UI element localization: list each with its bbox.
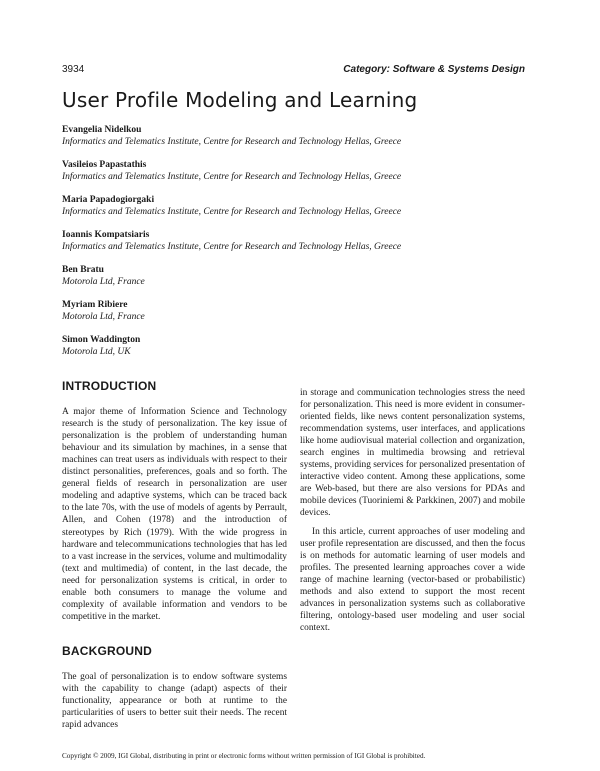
author-entry (62, 264, 538, 299)
background-heading: BACKGROUND (62, 643, 152, 658)
author-entry (62, 229, 538, 264)
author-name: Vasileios Papastathis (62, 160, 147, 170)
author-list (62, 124, 538, 369)
author-affiliation: Motorola Ltd, France (62, 277, 145, 287)
copyright-footer: Copyright © 2009, IGI Global, distributing in print or electronic forms without written permission of IGI Global is prohibited. (62, 752, 426, 760)
left-column (62, 380, 287, 731)
author-name: Maria Papadogiorgaki (62, 195, 155, 205)
page-number: 3934 (62, 64, 85, 75)
author-affiliation: Informatics and Telematics Institute, Centre for Research and Technology Hellas, Greece (62, 207, 402, 217)
author-name: Ioannis Kompatsiaris (62, 230, 150, 240)
author-name: Evangelia Nidelkou (62, 125, 142, 135)
introduction-paragraph: A major theme of Information Science and Technology research is the study of personalization. The key issue of personalization is the problem of understanding human behaviour and its simulation by machines, in a sense that machines can treat users as individuals with respect to their distinct personalities, preferences, goals and so forth. The general fields of research in personalization are user modeling and adaptive systems, which can be traced back to the late 70s, with the use of models of agents by Perrault, Allen, and Cohen (1978) and the introduction of stereotypes by Rich (1979). With the wide progress in hardware and telecommunications technologies that has led to a vast increase in the services, volume and multimodality (text and multimedia) of content, in the last decade, the need for personalization systems is critical, in order to enable both consumers to manage the volume and complexity of available information and vendors to be competitive in the market. (62, 407, 287, 622)
author-entry (62, 299, 538, 334)
background-paragraph: The goal of personalization is to endow software systems with the capability to change (adapt) aspects of their functionality, appearance or both at runtime to the particularities of users to better suit their needs. The recent rapid advances (62, 671, 287, 731)
body-paragraph: In this article, current approaches of user modeling and user profile representation are discussed, and then the focus is on methods for automatic learning of user models and profiles. The presented learning approaches cover a wide range of machine learning (vector-based or probabilistic) methods and also extend to support the most recent advances in personalization systems such as collaborative filtering, ontology-based user modeling and user social context. (300, 526, 525, 633)
author-entry (62, 124, 538, 159)
author-entry (62, 334, 538, 369)
author-entry (62, 194, 538, 229)
author-name: Simon Waddington (62, 335, 141, 345)
author-entry (62, 159, 538, 194)
author-affiliation: Informatics and Telematics Institute, Centre for Research and Technology Hellas, Greece (62, 137, 402, 147)
article-title: User Profile Modeling and Learning (62, 88, 418, 112)
body-paragraph: in storage and communication technologies stress the need for personalization. This need is more evident in consumer-oriented fields, like news content personalization systems, recommendation systems, user interfaces, and applications like home audiovisual material collection and organization, search engines in multimedia browsing and retrieval systems, providing services for personalized presentation of interactive video content. Among these applications, some are Web-based, but there are also versions for PDAs and mobile devices (Tuoriniemi & Parkkinen, 2007) and mobile devices. (300, 388, 525, 519)
author-affiliation: Informatics and Telematics Institute, Centre for Research and Technology Hellas, Greece (62, 172, 402, 182)
right-column (300, 387, 525, 634)
introduction-heading: INTRODUCTION (62, 379, 157, 393)
author-name: Ben Bratu (62, 265, 104, 275)
category-label: Category: Software & Systems Design (343, 64, 525, 75)
author-name: Myriam Ribiere (62, 300, 128, 310)
author-affiliation: Motorola Ltd, UK (62, 347, 131, 357)
author-affiliation: Informatics and Telematics Institute, Centre for Research and Technology Hellas, Greece (62, 242, 402, 252)
author-affiliation: Motorola Ltd, France (62, 312, 145, 322)
